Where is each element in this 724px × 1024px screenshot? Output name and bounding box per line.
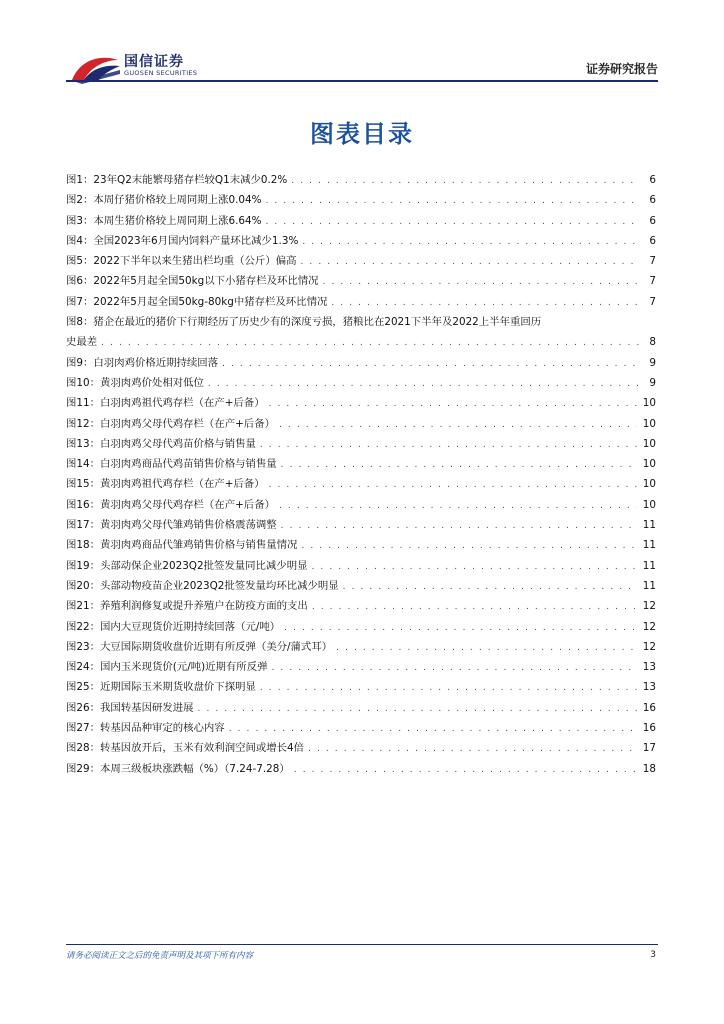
- toc-entry-page: 6: [649, 214, 656, 227]
- toc-entry-page: 7: [649, 255, 656, 268]
- toc-entry-number: 图1：: [66, 174, 94, 186]
- footer-disclaimer: 请务必阅读正文之后的免责声明及其项下所有内容: [66, 951, 254, 961]
- toc-entry-page: 12: [642, 640, 656, 653]
- toc-leader-dots: [323, 272, 640, 292]
- toc-leader-dots: [271, 658, 636, 678]
- toc-entry[interactable]: [66, 393, 656, 413]
- toc-entry-title-continued: 史最差: [66, 336, 98, 349]
- toc-leader-dots: [281, 516, 637, 536]
- toc-entry-page: 13: [642, 681, 656, 694]
- toc-leader-dots: [279, 496, 637, 516]
- toc-leader-dots: [336, 638, 637, 658]
- toc-leader-dots: [260, 435, 637, 455]
- toc-leader-dots: [301, 252, 641, 272]
- toc-entry-number: 图26：: [66, 701, 101, 714]
- toc-entry-title: 转基因放开后，玉米有效利润空间或增长4倍: [100, 742, 305, 755]
- toc-entry-page: 10: [642, 437, 656, 450]
- toc-entry[interactable]: [66, 576, 656, 596]
- toc-entry-number: 图7：: [66, 295, 94, 308]
- toc-entry[interactable]: [66, 738, 656, 758]
- toc-leader-dots: [269, 394, 637, 414]
- toc-entry[interactable]: [66, 170, 656, 190]
- toc-entry-page: 9: [649, 356, 656, 369]
- toc-entry[interactable]: [66, 637, 656, 657]
- toc-entry-page: 7: [649, 275, 656, 288]
- toc-entry-title: 黄羽肉鸡祖代鸡存栏（在产+后备）: [100, 478, 265, 491]
- toc-entry-page: 18: [642, 762, 656, 775]
- toc-entry-number: 图24：: [66, 661, 101, 674]
- toc-entry[interactable]: [66, 535, 656, 555]
- toc-leader-dots: [281, 455, 637, 475]
- toc-entry[interactable]: [66, 515, 656, 535]
- toc-entry-number: 图14：: [66, 458, 101, 471]
- toc-entry-page: 9: [649, 376, 656, 389]
- toc-entry[interactable]: [66, 657, 656, 677]
- toc-entry-title: 猪企在最近的猪价下行期经历了历史少有的深度亏损，猪粮比在2021下半年及2022上半年重回历: [93, 316, 542, 329]
- toc-leader-dots: [229, 719, 637, 739]
- toc-entry-title: 白羽肉鸡价格近期持续回落: [93, 356, 219, 369]
- page-title: 图表目录: [310, 120, 414, 148]
- toc-entry-number: 图18：: [66, 539, 101, 552]
- toc-entry-title: 黄羽肉鸡父母代雏鸡销售价格震荡调整: [100, 519, 277, 532]
- toc-entry-title: 黄羽肉鸡商品代雏鸡销售价格与销售量情况: [100, 539, 298, 552]
- toc-entry[interactable]: [66, 292, 656, 312]
- toc-entry[interactable]: [66, 474, 656, 494]
- toc-entry-title: 国内玉米现货价(元/吨)近期有所反弹: [100, 661, 268, 674]
- toc-entry-title: 白羽肉鸡父母代鸡苗价格与销售量: [100, 437, 256, 450]
- toc-entry-number: 图5：: [66, 255, 94, 268]
- page-header: [0, 0, 724, 90]
- toc-entry[interactable]: [66, 312, 656, 353]
- toc-entry-page: 11: [642, 539, 656, 552]
- toc-leader-dots: [308, 739, 637, 759]
- toc-entry-number: 图13：: [66, 437, 101, 450]
- toc-entry[interactable]: [66, 759, 656, 779]
- toc-entry-page: 6: [649, 174, 656, 186]
- toc-entry-page: 7: [649, 295, 656, 308]
- toc-leader-dots: [284, 618, 637, 638]
- toc-entry-number: 图27：: [66, 722, 101, 735]
- toc-entry-title: 23年Q2末能繁母猪存栏较Q1末减少0.2%: [93, 174, 288, 186]
- toc-entry-number: 图8：: [66, 316, 94, 329]
- toc-entry-title: 头部动保企业2023Q2批签发量同比减少明显: [100, 559, 308, 572]
- toc-entry[interactable]: [66, 211, 656, 231]
- toc-leader-dots: [269, 475, 637, 495]
- toc-entry[interactable]: [66, 434, 656, 454]
- toc-entry-number: 图2：: [66, 194, 94, 207]
- toc-entry-number: 图9：: [66, 356, 94, 369]
- toc-entry-title: 2022年5月起全国50kg以下小猪存栏及环比情况: [93, 275, 319, 288]
- toc-entry-page: 12: [642, 600, 656, 613]
- toc-leader-dots: [302, 232, 640, 252]
- toc-entry-page: 11: [642, 559, 656, 572]
- toc-entry-page: 11: [642, 519, 656, 532]
- toc-entry-page: 16: [642, 722, 656, 735]
- logo-english-name: GUOSEN SECURITIES: [124, 69, 198, 77]
- toc-entry-title: 国内大豆现货价近期持续回落（元/吨）: [100, 620, 281, 633]
- toc-entry-page: 8: [649, 336, 656, 349]
- toc-entry[interactable]: [66, 556, 656, 576]
- toc-entry-number: 图22：: [66, 620, 101, 633]
- toc-entry-number: 图3：: [66, 214, 94, 227]
- toc-entry[interactable]: [66, 698, 656, 718]
- toc-entry[interactable]: [66, 718, 656, 738]
- footer-page-number: 3: [650, 950, 656, 960]
- toc-entry-number: 图29：: [66, 762, 101, 775]
- toc-entry[interactable]: [66, 617, 656, 637]
- toc-entry-title: 转基因品种审定的核心内容: [100, 722, 225, 735]
- footer-divider: [66, 944, 658, 945]
- toc-leader-dots: [198, 699, 637, 719]
- toc-entry-page: 17: [642, 742, 656, 755]
- toc-entry-title: 本周生猪价格较上周同期上涨6.64%: [93, 214, 262, 227]
- toc-entry-page: 10: [642, 417, 656, 430]
- toc-leader-dots: [291, 171, 640, 191]
- toc-entry-number: 图20：: [66, 579, 101, 592]
- toc-entry[interactable]: [66, 373, 656, 393]
- toc-leader-dots: [279, 415, 637, 435]
- toc-leader-dots: [260, 678, 637, 698]
- toc-entry[interactable]: [66, 231, 656, 251]
- toc-entry-title: 全国2023年6月国内饲料产量环比减少1.3%: [93, 234, 299, 247]
- toc-entry-title: 黄羽肉鸡价处相对低位: [100, 376, 204, 389]
- report-type-label: 证券研究报告: [585, 62, 658, 76]
- toc-entry[interactable]: [66, 414, 656, 434]
- toc-entry-title: 大豆国际期货收盘价近期有所反弹（美分/蒲式耳）: [100, 640, 333, 653]
- toc-entry-number: 图12：: [66, 417, 101, 430]
- toc-entry-title: 2022下半年以来生猪出栏均重（公斤）偏高: [93, 255, 297, 268]
- toc-entry-title: 白羽肉鸡商品代鸡苗销售价格与销售量: [100, 458, 277, 471]
- toc-entry-page: 6: [649, 234, 656, 247]
- toc-entry-title: 黄羽肉鸡父母代鸡存栏（在产+后备）: [100, 498, 275, 511]
- toc-entry-page: 10: [642, 397, 656, 410]
- toc-leader-dots: [101, 333, 640, 353]
- toc-leader-dots: [312, 597, 637, 617]
- toc-entry-page: 10: [642, 498, 656, 511]
- guosen-logo-mark-icon: [70, 50, 122, 84]
- toc-leader-dots: [208, 374, 640, 394]
- toc-entry-number: 图6：: [66, 275, 94, 288]
- toc-entry-page: 11: [642, 579, 656, 592]
- toc-entry-number: 图17：: [66, 519, 101, 532]
- toc-entry-title: 头部动物疫苗企业2023Q2批签发量均环比减少明显: [100, 579, 339, 592]
- toc-entry-title: 本周三级板块涨跌幅（%）（7.24-7.28）: [100, 762, 290, 775]
- toc-entry-number: 图16：: [66, 498, 101, 511]
- header-divider: [66, 80, 658, 82]
- toc-entry-number: 图11：: [66, 397, 101, 410]
- toc-entry[interactable]: [66, 271, 656, 291]
- toc-entry-page: 6: [649, 194, 656, 207]
- toc-leader-dots: [312, 557, 637, 577]
- toc-entry-number: 图25：: [66, 681, 101, 694]
- toc-entry[interactable]: [66, 251, 656, 271]
- toc-leader-dots: [331, 293, 640, 313]
- toc-entry[interactable]: [66, 495, 656, 515]
- toc-entry-number: 图10：: [66, 376, 101, 389]
- toc-entry[interactable]: [66, 596, 656, 616]
- toc-entry-page: 16: [642, 701, 656, 714]
- toc-entry-title: 我国转基因研发进展: [100, 701, 194, 714]
- toc-entry[interactable]: [66, 677, 656, 697]
- toc-entry-title: 2022年5月起全国50kg-80kg中猪存栏及环比情况: [93, 295, 328, 308]
- toc-entry-title: 近期国际玉米期货收盘价下探明显: [100, 681, 256, 694]
- toc-entry-title: 白羽肉鸡祖代鸡存栏（在产+后备）: [100, 397, 265, 410]
- toc-entry[interactable]: [66, 353, 656, 373]
- toc-entry[interactable]: [66, 454, 656, 474]
- toc-entry-title: 养殖利润修复或提升养殖户在防疫方面的支出: [100, 600, 308, 613]
- toc-entry-number: 图23：: [66, 640, 101, 653]
- toc-entry-page: 10: [642, 478, 656, 491]
- toc-leader-dots: [294, 760, 637, 780]
- toc-leader-dots: [343, 577, 637, 597]
- toc-entry[interactable]: [66, 190, 656, 210]
- toc-entry-number: 图19：: [66, 559, 101, 572]
- toc-leader-dots: [266, 212, 641, 232]
- toc-entry-page: 12: [642, 620, 656, 633]
- table-of-figures: [66, 170, 656, 779]
- toc-entry-number: 图4：: [66, 234, 94, 247]
- toc-leader-dots: [222, 354, 640, 374]
- toc-entry-page: 13: [642, 661, 656, 674]
- toc-leader-dots: [301, 536, 636, 556]
- toc-entry-number: 图21：: [66, 600, 101, 613]
- toc-entry-title: 本周仔猪价格较上周同期上涨0.04%: [93, 194, 262, 207]
- toc-entry-number: 图15：: [66, 478, 101, 491]
- toc-entry-page: 10: [642, 458, 656, 471]
- logo-chinese-name: 国信证券: [124, 54, 184, 70]
- toc-leader-dots: [266, 191, 641, 211]
- toc-entry-title: 白羽肉鸡父母代鸡存栏（在产+后备）: [100, 417, 275, 430]
- toc-entry-number: 图28：: [66, 742, 101, 755]
